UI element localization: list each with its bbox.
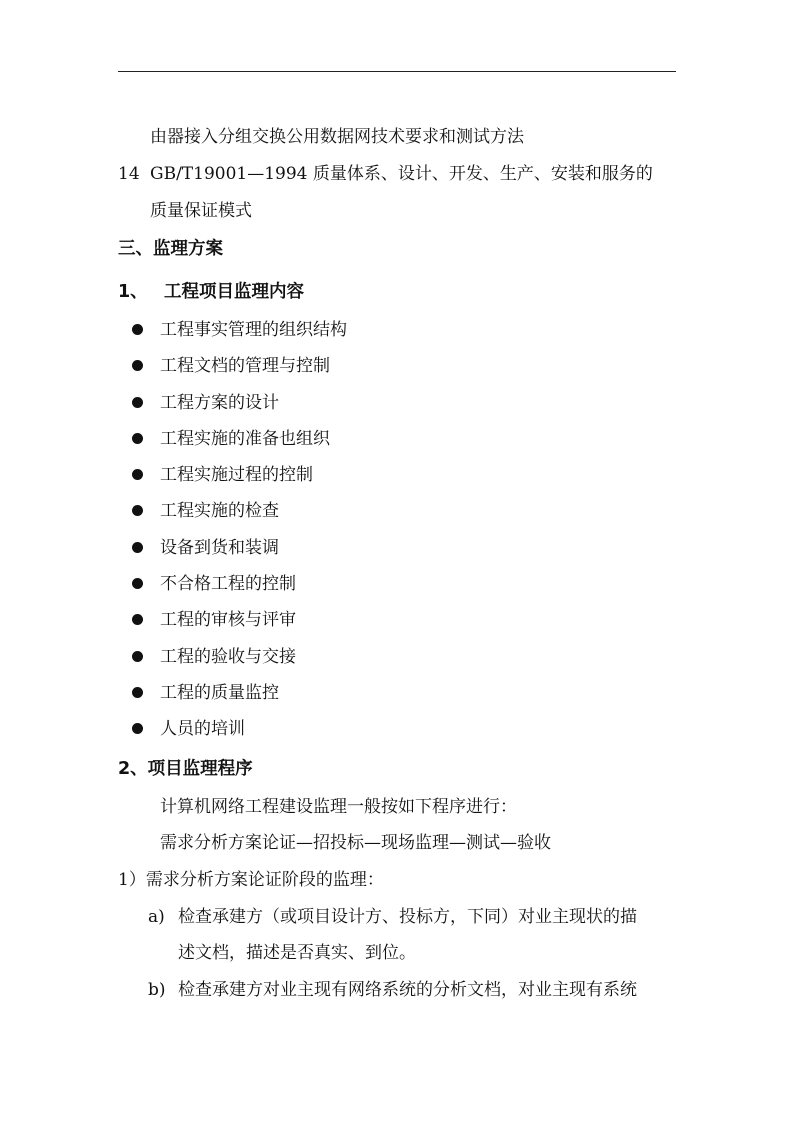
- bullet-icon: [132, 360, 143, 371]
- bullet-icon: [132, 542, 143, 553]
- standard-reference: GB/T19001—1994 质量体系、设计、开发、生产、安装和服务的: [150, 164, 653, 184]
- bullet-icon: [132, 687, 143, 698]
- text-line: 质量保证模式: [150, 201, 252, 221]
- list-item: 工程文档的管理与控制: [160, 356, 330, 376]
- list-item: 工程的审核与评审: [160, 610, 296, 630]
- list-item: 设备到货和装调: [160, 538, 279, 558]
- subsection-heading: 2、项目监理程序: [118, 759, 253, 779]
- bullet-icon: [132, 397, 143, 408]
- list-number: 14: [118, 164, 140, 184]
- numbered-item: 1）需求分析方案论证阶段的监理：: [118, 870, 384, 890]
- bullet-icon: [132, 651, 143, 662]
- list-item: 工程实施过程的控制: [160, 465, 313, 485]
- list-item: 工程实施的准备也组织: [160, 429, 330, 449]
- item-label: b): [148, 980, 166, 1000]
- paragraph: 计算机网络工程建设监理一般按如下程序进行：: [160, 797, 517, 817]
- paragraph: 需求分析方案论证—招投标—现场监理—测试—验收: [160, 833, 551, 853]
- item-text: 检查承建方（或项目设计方、投标方，下同）对业主现状的描: [178, 907, 637, 927]
- text-line: 由器接入分组交换公用数据网技术要求和测试方法: [150, 127, 524, 147]
- subsection-number: 1、: [118, 282, 148, 302]
- bullet-icon: [132, 723, 143, 734]
- list-item: 工程的质量监控: [160, 683, 279, 703]
- subsection-heading: 工程项目监理内容: [164, 282, 304, 302]
- list-item: 工程事实管理的组织结构: [160, 320, 347, 340]
- item-text: 述文档，描述是否真实、到位。: [178, 943, 416, 963]
- item-text: 检查承建方对业主现有网络系统的分析文档，对业主现有系统: [178, 980, 637, 1000]
- bullet-icon: [132, 614, 143, 625]
- list-item: 工程的验收与交接: [160, 647, 296, 667]
- header-rule: [118, 71, 676, 72]
- section-heading: 三、监理方案: [118, 239, 223, 259]
- bullet-icon: [132, 433, 143, 444]
- bullet-icon: [132, 505, 143, 516]
- list-item: 工程实施的检查: [160, 501, 279, 521]
- list-item: 工程方案的设计: [160, 393, 279, 413]
- item-label: a): [148, 907, 165, 927]
- bullet-icon: [132, 578, 143, 589]
- bullet-icon: [132, 469, 143, 480]
- list-item: 人员的培训: [160, 719, 245, 739]
- bullet-icon: [132, 324, 143, 335]
- list-item: 不合格工程的控制: [160, 574, 296, 594]
